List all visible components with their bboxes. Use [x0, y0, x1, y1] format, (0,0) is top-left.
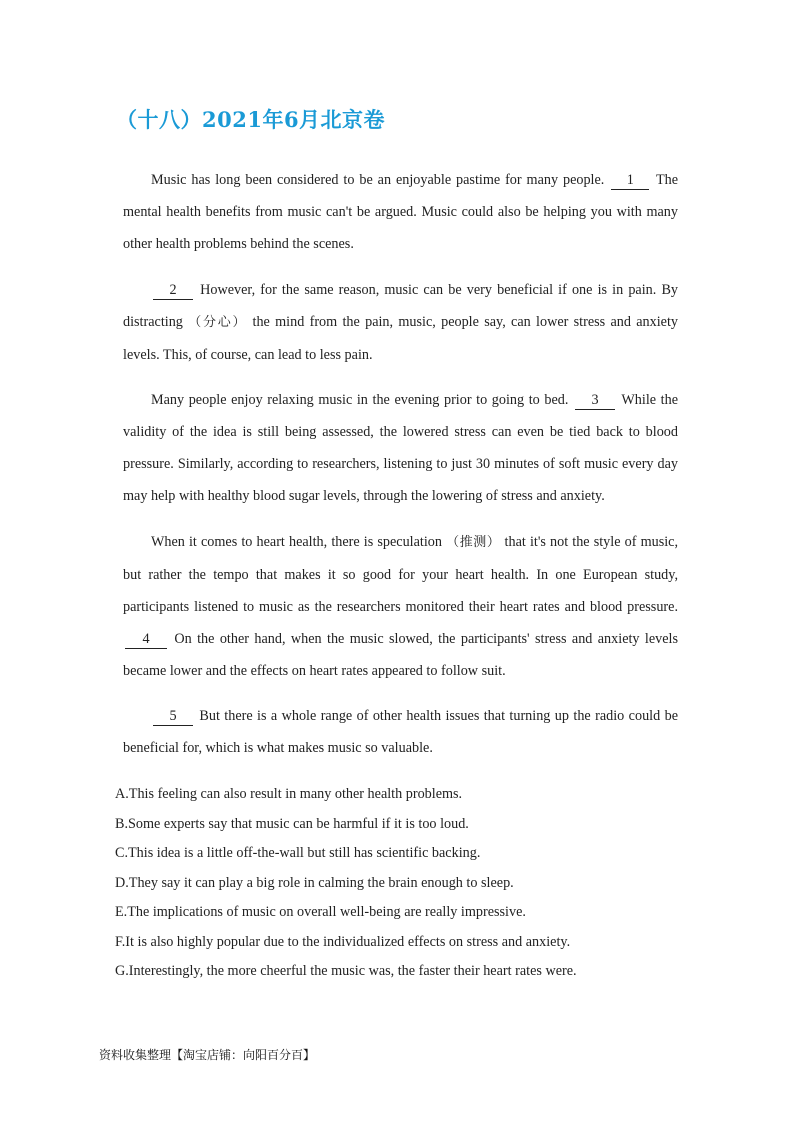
blank-2: 2 — [153, 281, 193, 300]
option-d: D.They say it can play a big role in calming the brain enough to sleep. — [115, 874, 514, 891]
footer-note: 资料收集整理【淘宝店铺：向阳百分百】 — [99, 1048, 316, 1062]
p2-text-2: the mind from the pain, music, people say, can lower stress and anxiety levels. This, of course, can lead to less pain. — [123, 314, 678, 363]
page-title: （十八）2021年6月北京卷 — [116, 107, 386, 132]
option-f: F.It is also highly popular due to the individualized effects on stress and anxiety. — [115, 933, 571, 950]
p5-text-after: But there is a whole range of other health issues that turning up the radio could be beneficial for, which is what makes music so valuable. — [123, 708, 678, 756]
p1-text-before: Music has long been considered to be an enjoyable pastime for many people. — [151, 172, 605, 188]
p3-text-before: Many people enjoy relaxing music in the evening prior to going to bed. — [151, 392, 569, 408]
answer-options — [115, 782, 577, 989]
blank-1: 1 — [611, 171, 649, 190]
blank-4: 4 — [125, 630, 167, 649]
blank-5: 5 — [153, 707, 193, 726]
p2-gloss: （分心） — [188, 315, 248, 330]
passage-paragraph-5 — [123, 700, 678, 764]
passage-paragraph-3 — [123, 384, 678, 512]
passage-paragraph-2 — [123, 274, 678, 371]
passage-paragraph-4 — [123, 526, 678, 687]
option-e: E.The implications of music on overall well-being are really impressive. — [115, 904, 526, 920]
p4-gloss: （推测） — [446, 535, 501, 550]
option-c: C.This idea is a little off-the-wall but still has scientific backing. — [115, 845, 481, 861]
p3-text-after: While the validity of the idea is still being assessed, the lowered stress can even be tied back to blood pressure. Similarly, according to researchers, listening to just 30 minutes of soft music every day may help with healthy blood sugar levels, through the lowering of stress and anxiety. — [123, 392, 679, 504]
option-b: B.Some experts say that music can be harmful if it is too loud. — [115, 815, 469, 832]
option-g: G.Interestingly, the more cheerful the music was, the faster their heart rates were. — [115, 963, 577, 979]
blank-3: 3 — [575, 391, 615, 410]
p1-text-after: The mental health benefits from music can't be argued. Music could also be helping you with many other health problems behind the scenes. — [123, 172, 678, 252]
option-a: A.This feeling can also result in many other health problems. — [115, 786, 463, 802]
p4-text-after: On the other hand, when the music slowed, the participants' stress and anxiety levels became lower and the effects on heart rates appeared to follow suit. — [123, 631, 679, 679]
passage-paragraph-1 — [123, 164, 678, 260]
p2-text-1: However, for the same reason, music can be very beneficial if one is in pain. By distracting — [123, 282, 679, 330]
p4-text-1: When it comes to heart health, there is speculation — [151, 534, 442, 550]
p4-text-2: that it's not the style of music, but rather the tempo that makes it so good for your heart health. In one European study, participants listened to music as the researchers monitored their heart rates and blood pressure. — [123, 534, 679, 615]
